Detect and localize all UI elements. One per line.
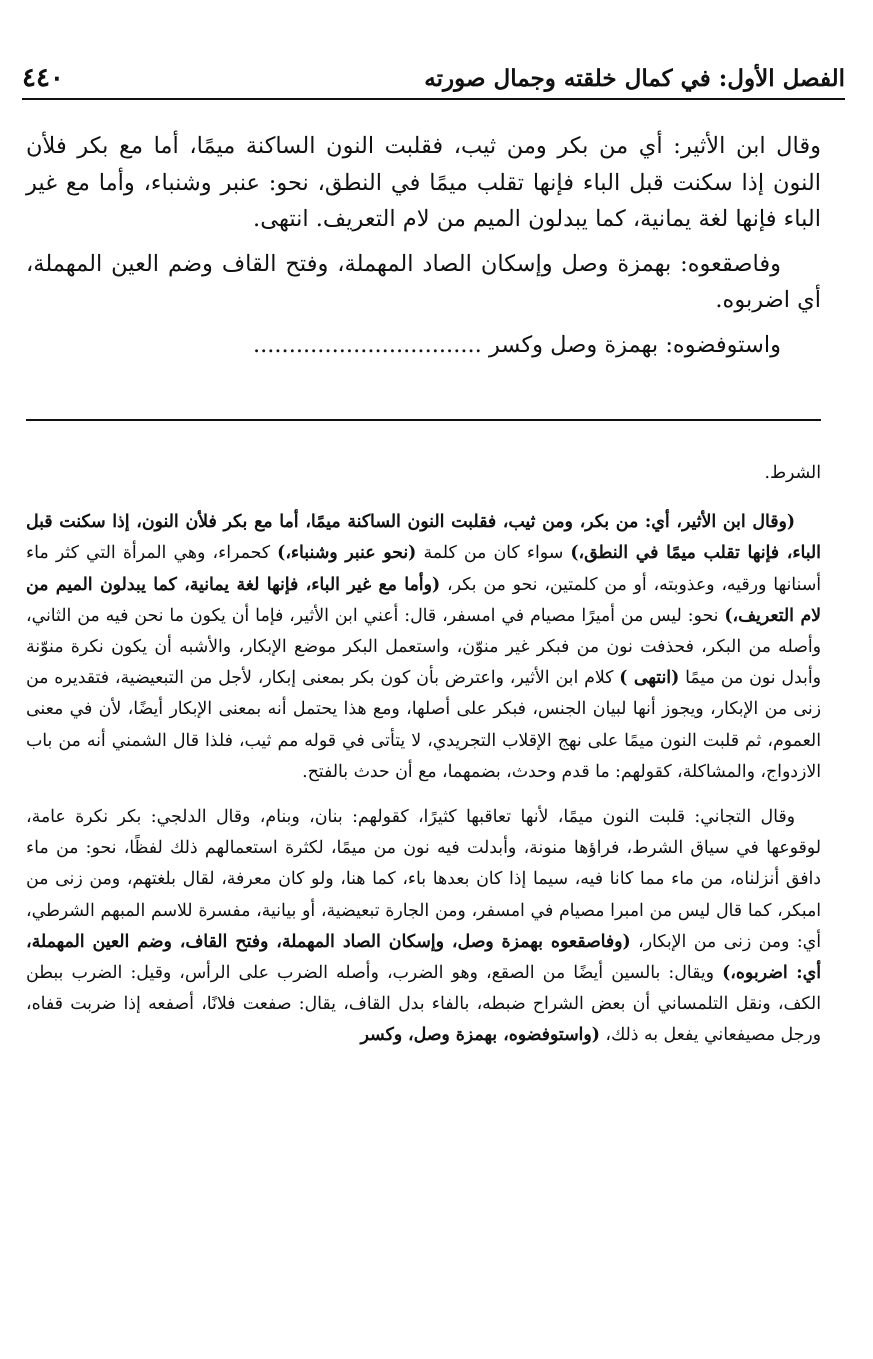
main-text-paragraph: وفاصقعوه: بهمزة وصل وإسكان الصاد المهملة، وفتح القاف وضم العين المهملة، أي اضربوه. (26, 250, 821, 313)
commentary-fragment: نحو: ليس من أميرًا مصيام في امسفر، قال: أعني ابن الأثير، فإما أن يكون ما نحن فيه من الثاني، وأصله من البكر، فحذفت نون من فبكر غير منوّن، واستعمل البكر موضع الإبكار، والأشبه أن يكون نكرة منوّنة وأبدل نون من ميمًا (26, 605, 821, 689)
section-divider (26, 419, 821, 421)
quoted-text: (واستوفضوه، بهمزة وصل، وكسر (360, 1025, 600, 1046)
ellipsis-dots: ................................ (252, 331, 482, 358)
commentary-text (26, 458, 821, 1052)
commentary-fragment: وقال التجاني: قلبت النون ميمًا، لأنها تعاقبها كثيرًا، كقولهم: بنان، وبنام، وقال الدلجي: بكر نكرة عامة، لوقوعها في سياق الشرط، فراؤها منونة، وأبدلت فيه نون من ميمًا، لكثرة استعمالهم ذلك لفظًا، نحو: من ماء دافق أنزلناه، من ماء مما كانا فيه، سيما إذا كان بعدها باء، كما هنا، ولو كان معرفة، لقال بلغتهم، ومن زنى من امبكر، كما قال ليس من امبرا مصيام في امسفر، ومن الجارة تبعيضية، أو بيانية، مفسرة للاسم المبهم الشرطي، أي: ومن زنى من الإبكار، (26, 807, 821, 952)
main-text-paragraph (26, 327, 821, 364)
running-header (22, 58, 845, 100)
main-text-paragraph: وقال ابن الأثير: أي من بكر ومن ثيب، فقلبت النون الساكنة ميمًا، أما مع بكر فلأن النون إذا سكنت قبل الباء فإنها تقلب ميمًا في النطق، نحو: عنبر وشنباء، وأما مع غير الباء فإنها لغة يمانية، كما يبدلون الميم من لام التعريف. انتهى. (26, 133, 821, 232)
quoted-text: (انتهى ) (619, 668, 680, 689)
quoted-text: (نحو عنبر وشنباء،) (277, 543, 417, 564)
commentary-paragraph (26, 802, 821, 1052)
quoted-text: (وفاصقعوه بهمزة وصل، وإسكان الصاد المهملة، وفتح القاف، وضم العين المهملة، أي: اضربوه،) (26, 931, 821, 984)
quoted-text: (وقال ابن الأثير، أي: من بكر، ومن ثيب، فقلبت النون الساكنة ميمًا، أما مع بكر فلأن النون، إذا سكنت قبل الباء، فإنها تقلب ميمًا في النطق،) (26, 512, 821, 564)
main-text (26, 128, 821, 363)
commentary-fragment: كحمراء، وهي المرأة التي كثر ماء أسنانها ورقيه، وعذوبته، أو من كلمتين، نحو من بكر، (26, 543, 822, 595)
commentary-fragment: كلام ابن الأثير، واعترض بأن كون بكر بمعنى إبكار، لأجل من التبعيضية، فتقديره من زنى من الإبكار، ويجوز أنها لبيان الجنس، فبكر على أصلها، ومع هذا يحتمل أنه بمعنى الإبكار أيضًا، لأن في معنى العموم، ثم قلبت النون ميمًا على نهج الإقلاب التجريدي، لا يتأتى في قوله مم ثيب، فلذا قال الشمني أنه من باب الازدواج، والمشاكلة، كقولهم: ما قدم وحدث، بضمهما، مع أن حدث بالفتح. (26, 668, 821, 782)
chapter-title: الفصل الأول: في كمال خلقته وجمال صورته (424, 64, 845, 92)
commentary-paragraph: الشرط. (764, 463, 821, 483)
quoted-text: (وأما مع غير الباء، فإنها لغة يمانية، كما يبدلون الميم من لام التعريف،) (26, 574, 821, 626)
commentary-paragraph (26, 507, 821, 788)
commentary-fragment: سواء كان من كلمة (416, 543, 571, 564)
main-text-fragment: واستوفضوه: بهمزة وصل وكسر (488, 331, 781, 358)
page-number: ٤٤٠ (22, 63, 64, 93)
commentary-fragment: ويقال: بالسين أيضًا من الصقع، وهو الضرب، وأصله الضرب على الرأس، وقيل: الضرب ببطن الكف، ونقل التلمساني أن بعض الشراح ضبطه، بالفاء بدل القاف، يقال: صفعت فلانًا، أصفعه إذا ضربت قفاه، ورجل مصيفعاني يفعل به ذلك، (26, 963, 821, 1046)
